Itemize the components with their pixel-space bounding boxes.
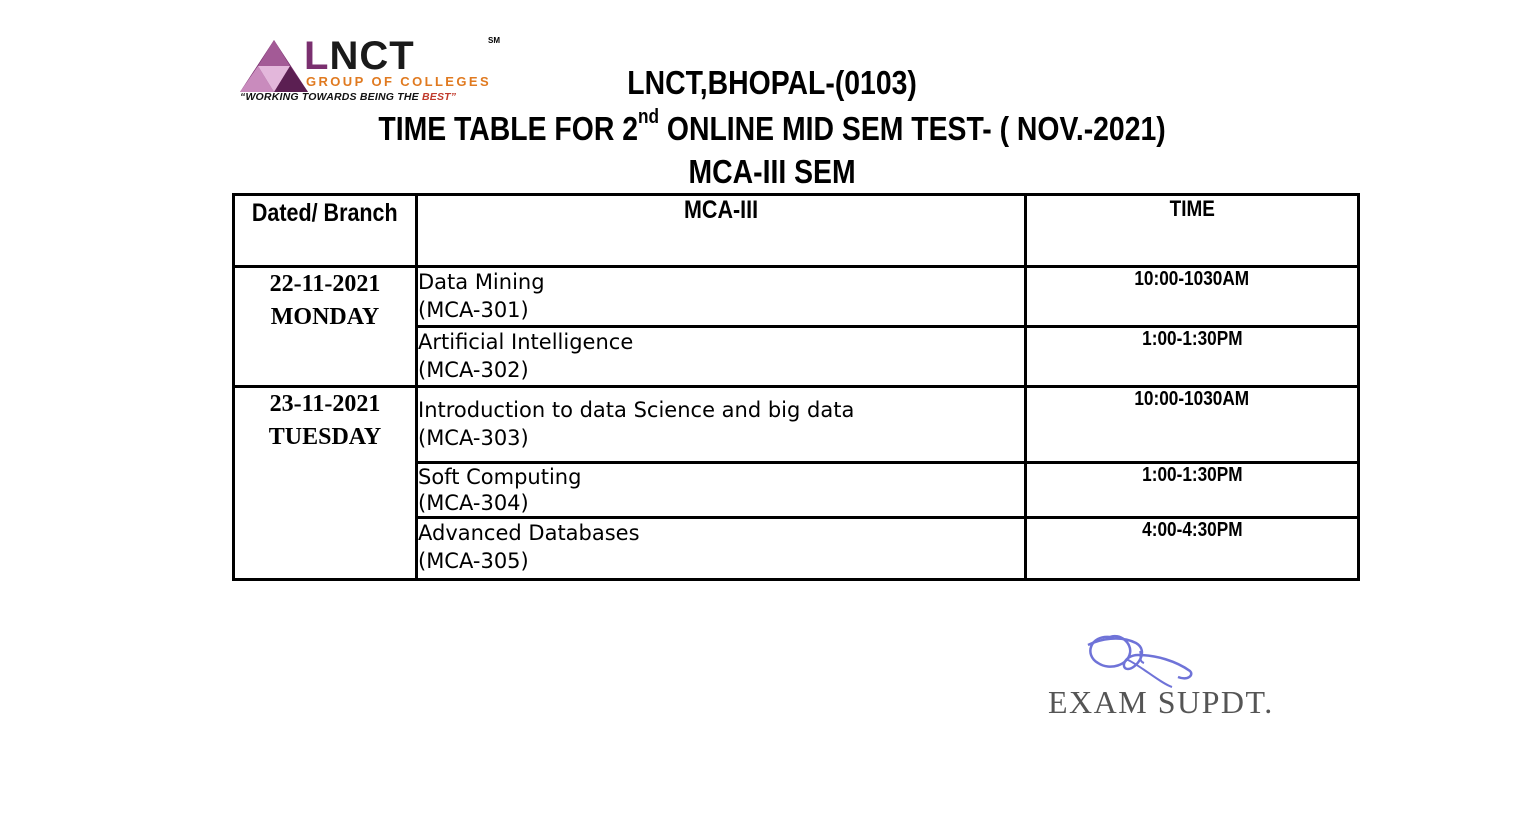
subject-cell bbox=[417, 327, 1026, 387]
exam-date: 23-11-2021 bbox=[269, 391, 381, 417]
subject-code: (MCA-302) bbox=[418, 358, 529, 382]
logo-tagline: “WORKING TOWARDS BEING THE BEST” bbox=[240, 91, 457, 103]
time-cell: 10:00-1030AM bbox=[1026, 267, 1359, 327]
subject-code: (MCA-305) bbox=[418, 549, 529, 573]
exam-supdt-label: EXAM SUPDT. bbox=[1048, 684, 1274, 720]
subject-cell bbox=[417, 387, 1026, 463]
subject-cell bbox=[417, 267, 1026, 327]
institute-heading: LNCT,BHOPAL-(0103) bbox=[627, 64, 917, 101]
time-cell: 10:00-1030AM bbox=[1026, 387, 1359, 463]
time-cell: 1:00-1:30PM bbox=[1026, 327, 1359, 387]
header-date-branch: Dated/ Branch bbox=[234, 195, 417, 267]
table-header-row bbox=[234, 195, 1359, 267]
exam-day: TUESDAY bbox=[268, 424, 382, 450]
subject-name: Artificial Intelligence bbox=[418, 330, 634, 354]
subject-name: Advanced Databases bbox=[418, 521, 640, 545]
subject-name: Soft Computing bbox=[418, 465, 582, 489]
exam-date: 22-11-2021 bbox=[269, 271, 381, 297]
time-cell: 4:00-4:30PM bbox=[1026, 518, 1359, 580]
subject-code: (MCA-304) bbox=[418, 491, 529, 515]
day-cell bbox=[234, 267, 417, 387]
subject-cell bbox=[417, 518, 1026, 580]
subject-name: Data Mining bbox=[418, 270, 545, 294]
subject-code: (MCA-301) bbox=[418, 298, 529, 322]
header-time: TIME bbox=[1026, 195, 1359, 267]
exam-day: MONDAY bbox=[270, 304, 380, 330]
timetable-title: TIME TABLE FOR 2nd ONLINE MID SEM TEST- ( NOV.-2021) bbox=[378, 106, 1166, 147]
semester-heading: MCA-III SEM bbox=[688, 153, 856, 190]
logo-wordmark: LNCT bbox=[304, 34, 415, 78]
subject-cell bbox=[417, 463, 1026, 518]
time-cell: 1:00-1:30PM bbox=[1026, 463, 1359, 518]
day-cell bbox=[234, 387, 417, 580]
table-row bbox=[234, 387, 1359, 463]
table-row bbox=[234, 267, 1359, 327]
subject-name: Introduction to data Science and big data bbox=[418, 398, 855, 422]
header-course: MCA-III bbox=[417, 195, 1026, 267]
subject-code: (MCA-303) bbox=[418, 426, 529, 450]
logo-subtitle: GROUP OF COLLEGES bbox=[306, 74, 492, 89]
logo-trademark: SM bbox=[488, 36, 500, 45]
timetable bbox=[232, 193, 1360, 581]
